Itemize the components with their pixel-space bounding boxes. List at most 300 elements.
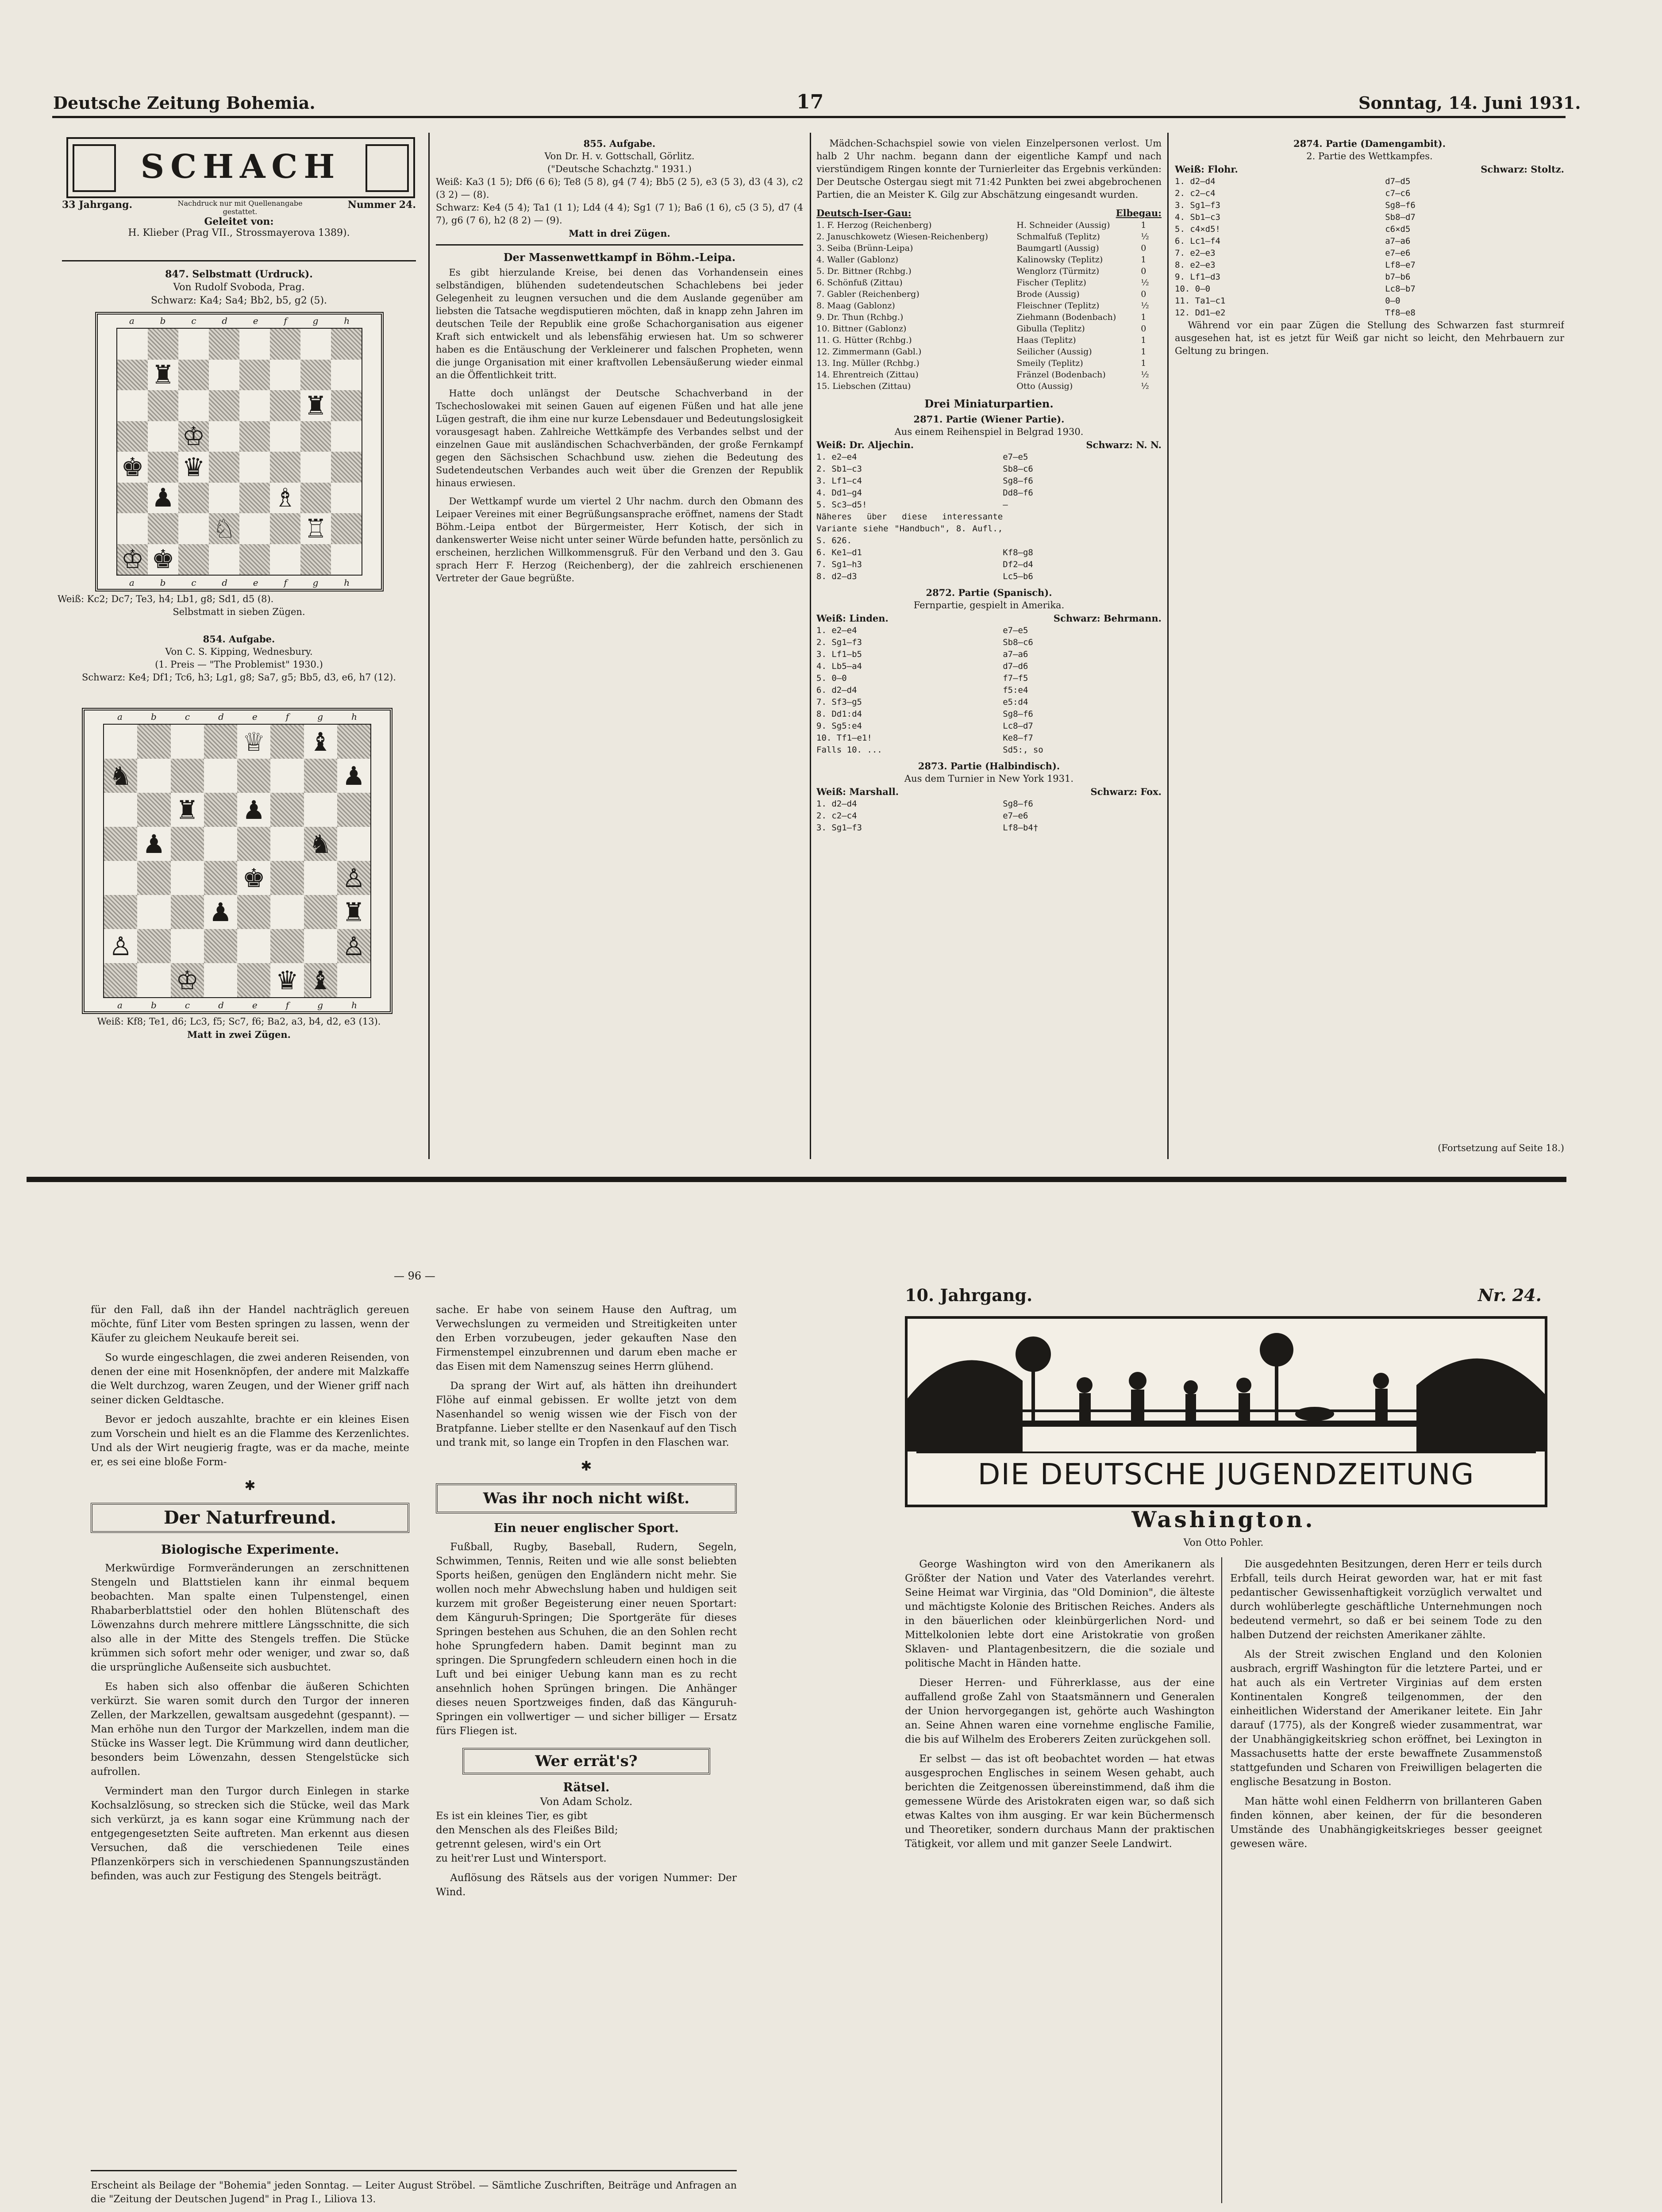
raetsel-line: zu heit'rer Lust und Wintersport. — [436, 1853, 607, 1864]
board-square — [178, 329, 209, 360]
article-title: Washington. — [1131, 1506, 1316, 1532]
board-file-label: a — [117, 1000, 123, 1010]
column-rule — [428, 133, 430, 1159]
board-files-top — [116, 315, 362, 326]
board-file-label: b — [160, 577, 166, 588]
board-square — [237, 861, 270, 895]
board-square — [337, 963, 370, 997]
move-row — [1175, 211, 1564, 223]
chess-piece-icon: ♚ — [242, 863, 265, 893]
board-square — [237, 725, 270, 759]
move-text: — — [1003, 500, 1008, 510]
schach-column — [53, 133, 425, 1186]
miniaturen-title: Drei Miniaturpartien. — [924, 397, 1054, 410]
jugend-masthead-title: DIE DEUTSCHE JUGENDZEITUNG — [916, 1452, 1536, 1495]
board-square — [104, 929, 137, 963]
board-square — [204, 759, 237, 793]
result-cell: Fränzel (Bodenbach) — [1016, 370, 1106, 380]
board-square — [270, 329, 300, 360]
move-text: 4. Lb5—a4 — [816, 661, 862, 671]
board-square — [239, 483, 270, 514]
separator-ornament-icon: ✱ — [244, 1478, 256, 1494]
board-square — [337, 929, 370, 963]
move-text: Kf8—g8 — [1003, 548, 1033, 557]
result-cell: 1 — [1141, 335, 1146, 345]
partie-2873-sub: Aus dem Turnier in New York 1931. — [904, 773, 1074, 784]
board-square — [117, 390, 148, 421]
result-cell: ½ — [1141, 370, 1149, 380]
board-square — [270, 513, 300, 544]
problem-855-author: Von Dr. H. v. Gottschall, Görlitz. — [544, 151, 695, 161]
move-text: a7—a6 — [1385, 236, 1411, 246]
problem-854-black: Schwarz: Ke4; Df1; Tc6, h3; Lg1, g8; Sa7, g5; Bb5, d3, e6, h7 (12). — [82, 672, 396, 683]
result-cell: 1 — [1141, 220, 1146, 230]
board-file-label: g — [317, 711, 323, 722]
partie-2874-players — [1175, 163, 1564, 176]
raetsel-lines — [436, 1809, 737, 1866]
move-text: Sb8—c6 — [1003, 637, 1033, 647]
board-square — [104, 963, 137, 997]
schach-note: Nachdruck nur mit Quellenangabe gestattet. — [177, 199, 303, 216]
board-square — [117, 544, 148, 575]
move-text: 3. Lf1—b5 — [816, 649, 862, 659]
result-row — [816, 254, 1162, 265]
footer-rule — [91, 2170, 737, 2171]
board-square — [270, 759, 304, 793]
publication-footer: Erscheint als Beilage der "Bohemia" jeden Sonntag. — Leiter August Ströbel. — Sämtliche Zuschriften, Beiträge und Anfragen an die "Zeitung der Deutschen Jugend" in Prag I., Liliova 13. — [91, 2180, 737, 2205]
move-row — [816, 559, 1162, 571]
wasihr-heading: Was ihr noch nicht wißt. — [436, 1483, 737, 1513]
header-right: Sonntag, 14. Juni 1931. — [1358, 93, 1581, 113]
result-row — [816, 277, 1162, 288]
result-cell: Otto (Aussig) — [1016, 381, 1073, 391]
move-text: 11. Ta1—c1 — [1175, 296, 1226, 306]
board-square — [237, 827, 270, 861]
problem-854-white: Weiß: Kf8; Te1, d6; Lc3, f5; Sc7, f6; Ba2, a3, b4, d2, e3 (13). — [97, 1016, 381, 1027]
result-cell: 1 — [1141, 358, 1146, 368]
board-square — [171, 827, 204, 861]
move-text: e7—e6 — [1003, 811, 1028, 821]
move-text: Df2—d4 — [1003, 560, 1033, 569]
move-text: c6×d5 — [1385, 224, 1411, 234]
board-square — [331, 483, 362, 514]
move-text: 2. c2—c4 — [1175, 188, 1216, 198]
partie-2872-moves — [816, 625, 1162, 756]
column-rule — [810, 133, 811, 1159]
board-square — [204, 963, 237, 997]
result-row — [816, 380, 1162, 392]
board-square — [300, 544, 331, 575]
board-square — [331, 421, 362, 452]
partie-2872-title: 2872. Partie (Spanisch). — [926, 587, 1052, 598]
board-file-label: a — [129, 315, 135, 326]
result-cell: H. Schneider (Aussig) — [1016, 220, 1110, 230]
move-text: 1. d2—d4 — [816, 799, 857, 809]
board-square — [300, 421, 331, 452]
partie-2873-title: 2873. Partie (Halbindisch). — [918, 760, 1060, 772]
board-square — [270, 725, 304, 759]
problem-847-title: 847. Selbstmatt (Urdruck). — [165, 269, 313, 280]
chess-piece-icon: ♔ — [182, 421, 205, 452]
board-square — [304, 861, 337, 895]
board-square — [117, 513, 148, 544]
problem-855-stipulation: Matt in drei Zügen. — [569, 228, 670, 239]
raetsel-heading: Wer errät's? — [462, 1748, 710, 1774]
board-square — [300, 329, 331, 360]
result-cell: 12. Zimmermann (Gabl.) — [816, 347, 922, 357]
move-row — [1175, 235, 1564, 247]
result-cell: ½ — [1141, 301, 1149, 311]
board-square — [300, 390, 331, 421]
schach-editor: H. Klieber (Prag VII., Strossmayerova 1389). — [128, 227, 350, 238]
result-row — [816, 369, 1162, 380]
partie-2871-white: Weiß: Dr. Aljechin. — [816, 439, 914, 450]
move-row — [816, 798, 1162, 810]
problem-854-prize: (1. Preis — "The Problemist" 1930.) — [155, 659, 323, 670]
chess-piece-icon: ♗ — [273, 483, 297, 513]
board-square — [304, 725, 337, 759]
raetsel-author: Von Adam Scholz. — [540, 1796, 633, 1808]
board-square — [148, 452, 178, 483]
move-text: Sg8—f6 — [1385, 200, 1416, 210]
washington-paragraph: Er selbst — das ist oft beobachtet worden — hat etwas ausgesprochen Englisches in seinem Wesen gehabt, auch berichten die Zeitgenossen übereinstimmend, daß ihm die gemessene Würde des Aristokraten eigen war, so daß sich etwas Kaltes von ihm ausging. Er war kein Büchermensch und Theoretiker, sondern durchaus Mann der praktischen Tätigkeit, vor allem und mit ganzer Seele Landwirt. — [905, 1753, 1215, 1850]
board-square — [178, 390, 209, 421]
result-cell: 1 — [1141, 255, 1146, 265]
result-cell: Ziehmann (Bodenbach) — [1016, 312, 1116, 322]
jugend-masthead — [905, 1316, 1547, 1507]
problem-855-black: Schwarz: Ke4 (5 4); Ta1 (1 1); Ld4 (4 4); Sg1 (7 1); Ba6 (1 6), c5 (3 5), d7 (4 7), g6 (7 6), h2 (8 2) — (9). — [436, 202, 803, 226]
move-text: e5:d4 — [1003, 697, 1028, 707]
move-text: Sb8—c6 — [1003, 464, 1033, 474]
problem-854-foot — [58, 1015, 420, 1041]
board-square — [204, 827, 237, 861]
naturfreund-subtitle: Biologische Experimente. — [161, 1542, 339, 1557]
move-text: Lc8—d7 — [1003, 721, 1033, 731]
partie-2871-title: 2871. Partie (Wiener Partie). — [913, 414, 1065, 425]
chess-piece-icon: ♟ — [242, 795, 265, 825]
problem-847-black: Schwarz: Ka4; Sa4; Bb2, b5, g2 (5). — [150, 295, 327, 306]
board-square — [270, 929, 304, 963]
board-file-label: a — [117, 711, 123, 722]
move-text: 2. Sb1—c3 — [816, 464, 862, 474]
board-square — [239, 360, 270, 391]
chess-piece-icon: ♘ — [212, 513, 236, 544]
board-square — [104, 827, 137, 861]
board-square — [171, 929, 204, 963]
problem-847-foot — [58, 593, 420, 618]
move-text: 1. e2—e4 — [816, 452, 857, 462]
chess-piece-icon: ♔ — [176, 965, 199, 995]
result-cell: 11. G. Hütter (Rchbg.) — [816, 335, 912, 345]
board-square — [117, 360, 148, 391]
chess-piece-icon: ♛ — [182, 452, 205, 482]
result-cell: ½ — [1141, 278, 1149, 288]
board-square — [239, 513, 270, 544]
move-row — [1175, 271, 1564, 283]
board-square — [304, 929, 337, 963]
board-square — [137, 725, 170, 759]
result-cell: 13. Ing. Müller (Rchbg.) — [816, 358, 919, 368]
move-row — [816, 487, 1162, 499]
board-file-label: h — [344, 315, 350, 326]
story-paragraph: Bevor er jedoch auszahlte, brachte er ein kleines Eisen zum Vorschein und hielt es an die Flamme des Kerzenlichtes. Und als der Wirt neugierig fragte, was er da mache, meinte er, es sei eine bloße Form- — [91, 1414, 409, 1468]
board-square — [270, 861, 304, 895]
header-rule — [52, 116, 1566, 118]
partie-2871-players — [816, 438, 1162, 451]
partie-2872-sub: Fernpartie, gespielt in Amerika. — [913, 600, 1065, 611]
move-row — [1175, 283, 1564, 295]
result-row — [816, 265, 1162, 277]
board-square — [209, 513, 239, 544]
problem-855-title: 855. Aufgabe. — [583, 138, 656, 149]
chess-piece-icon: ♜ — [176, 795, 199, 825]
board-square — [204, 895, 237, 929]
move-text: 6. Ke1—d1 — [816, 548, 862, 557]
move-row — [816, 547, 1162, 559]
move-text: Lc5—b6 — [1003, 572, 1033, 581]
partie-2874-column — [1175, 137, 1564, 1155]
board-file-label: d — [222, 577, 227, 588]
result-row — [816, 242, 1162, 254]
board-file-label: f — [285, 1000, 289, 1010]
page-number: 17 — [796, 91, 824, 113]
washington-paragraph: Die ausgedehnten Besitzungen, deren Herr er teils durch Erbfall, teils durch Heirat geworden war, hat er mit fast pedantischer Gewissenhaftigkeit vorzüglich verwaltet und durch wohlüberlegte geschäftliche Unternehmungen noch bedeutend vermehrt, so daß er bei seinem Tode zu den halben Dutzend der reichsten Amerikaner zählte. — [1230, 1559, 1542, 1641]
problem-854-author: Von C. S. Kipping, Wednesbury. — [165, 646, 313, 657]
problem-854-head — [58, 633, 420, 684]
move-text: Dd8—f6 — [1003, 488, 1033, 498]
column-rule — [1167, 133, 1169, 1159]
move-row — [816, 696, 1162, 708]
move-text: Lc8—b7 — [1385, 284, 1416, 294]
board-square — [239, 421, 270, 452]
board-square — [270, 793, 304, 827]
board-file-label: b — [150, 711, 157, 722]
massenwettkampf-paragraph: Es gibt hierzulande Kreise, bei denen das Vorhandensein eines selbständigen, blühenden sudetendeutschen Schachlebens bei jeder Gelegenheit zu leugnen versuchen und die dem Auslande gegenüber am liebsten die Tatsache wegdisputieren möchten, daß in knapp zehn Jahren im deutschen Teile der Republik eine große Schachorganisation aus eigener Kraft sich entwickelt und als lebensfähig erwiesen hat. Um so schwerer haben es die Entäuschung der Verkleinerer und falschen Propheten, wenn die junge Organisation mit einer kraftvollen Lebensäußerung wieder einmal an die Öffentlichkeit tritt. — [436, 267, 803, 380]
board-file-label: e — [252, 711, 258, 722]
result-cell: 1. F. Herzog (Reichenberg) — [816, 220, 932, 230]
schach-title: SCHACH — [140, 148, 341, 186]
board-square — [304, 793, 337, 827]
raetsel-subtitle: Rätsel. — [563, 1781, 610, 1794]
board-square — [239, 452, 270, 483]
results-header — [816, 207, 1162, 219]
move-text: 9. Lf1—d3 — [1175, 272, 1220, 282]
move-text: 6. Lc1—f4 — [1175, 236, 1220, 246]
board-square — [337, 895, 370, 929]
result-cell: Kalinowsky (Teplitz) — [1016, 255, 1103, 265]
move-row — [1175, 223, 1564, 235]
chess-piece-icon: ♛ — [275, 965, 299, 995]
washington-column-1 — [905, 1557, 1215, 2208]
washington-paragraph: George Washington wird von den Amerikanern als Größter der Nation und Vater des Vaterlandes verehrt. Seine Heimat war Virginia, das "Old Dominion", die älteste und mächtigste Kolonie des Britischen Reiches. Anders als in den bäuerlichen oder kleinbürgerlichen Nord- und Mittelkolonien lebte dort eine Aristokratie von großen Sklaven- und Plantagenbesitzern, die die soziale und politische Macht in Händen hatte. — [905, 1559, 1215, 1669]
move-row — [1175, 259, 1564, 271]
move-text: f5:e4 — [1003, 685, 1028, 695]
board-square — [204, 725, 237, 759]
move-text: 7. Sg1—h3 — [816, 560, 862, 569]
schach-info — [62, 199, 416, 238]
naturfreund-heading: Der Naturfreund. — [91, 1503, 409, 1533]
move-text: 10. Tf1—e1! — [816, 733, 872, 743]
result-cell: 6. Schönfuß (Zittau) — [816, 278, 903, 288]
board-square — [117, 452, 148, 483]
chess-piece-icon: ♚ — [121, 452, 144, 482]
partie-2874-black: Schwarz: Stoltz. — [1481, 164, 1564, 175]
board-square — [270, 483, 300, 514]
result-row — [816, 323, 1162, 334]
result-row — [816, 231, 1162, 242]
board-files-bottom — [116, 577, 362, 588]
jugend-nummer: Nr. 24. — [1478, 1285, 1542, 1305]
move-text: d7—d6 — [1003, 661, 1028, 671]
board-square — [209, 544, 239, 575]
move-row — [816, 822, 1162, 834]
board-square — [209, 483, 239, 514]
board-square — [209, 329, 239, 360]
board-square — [304, 759, 337, 793]
problem-847-stipulation: Selbstmatt in sieben Zügen. — [173, 607, 305, 617]
result-cell: Fischer (Teplitz) — [1016, 278, 1086, 288]
board-square — [104, 895, 137, 929]
move-row — [1175, 188, 1564, 200]
move-row — [816, 744, 1162, 756]
result-cell: Haas (Teplitz) — [1016, 335, 1076, 345]
board-files-top — [103, 711, 371, 722]
board-square — [304, 963, 337, 997]
board-square — [337, 861, 370, 895]
result-cell: Schmalfuß (Teplitz) — [1016, 232, 1100, 242]
board-square — [337, 827, 370, 861]
problem-855-source: ("Deutsche Schachztg." 1931.) — [547, 164, 692, 174]
board-square — [270, 360, 300, 391]
result-cell: Wenglorz (Türmitz) — [1016, 266, 1100, 276]
story-paragraph: So wurde eingeschlagen, die zwei anderen Reisenden, von denen der eine mit Hosenknöpfen, der andere mit Malzkaffe die Welt durchzog, waren Zeugen, und der Wiener griff nach seiner dicken Geldtasche. — [91, 1352, 409, 1406]
masthead-illustration — [908, 1319, 1545, 1452]
chess-piece-icon: ♟ — [209, 897, 232, 927]
board-square — [304, 895, 337, 929]
move-text: Lf8—b4† — [1003, 823, 1039, 833]
move-text: 6. d2—d4 — [816, 685, 857, 695]
move-text: 5. Sc3—d5! — [816, 500, 867, 510]
board-square — [237, 929, 270, 963]
chess-piece-icon: ♟ — [342, 760, 365, 791]
result-cell: 0 — [1141, 266, 1146, 276]
board-file-label: g — [312, 315, 319, 326]
board-square — [237, 895, 270, 929]
move-text: Sg8—f6 — [1003, 799, 1033, 809]
board-square — [171, 759, 204, 793]
move-text — [1003, 511, 1162, 547]
board-square — [270, 963, 304, 997]
results-column — [816, 137, 1162, 1155]
move-row — [816, 661, 1162, 672]
massenwettkampf-title: Der Massenwettkampf in Böhm.-Leipa. — [503, 251, 736, 264]
board-square — [171, 861, 204, 895]
board-square — [300, 360, 331, 391]
continued-note: (Fortsetzung auf Seite 18.) — [1438, 1143, 1564, 1153]
board-files-bottom — [103, 1000, 371, 1010]
move-text: 1. e2—e4 — [816, 626, 857, 635]
result-cell: 1 — [1141, 312, 1146, 322]
partie-2874-sub: 2. Partie des Wettkampfes. — [1306, 151, 1433, 161]
partie-2873-moves — [816, 798, 1162, 834]
board-square — [331, 360, 362, 391]
board-square — [237, 793, 270, 827]
move-text: 5. c4×d5! — [1175, 224, 1220, 234]
move-text: c7—c6 — [1385, 188, 1411, 198]
move-text: Näheres über diese interessante Variante siehe "Handbuch", 8. Aufl., S. 626. — [816, 512, 1003, 545]
board-square — [178, 544, 209, 575]
washington-paragraph: Als der Streit zwischen England und den Kolonien ausbrach, ergriff Washington für die letztere Partei, und er hat auch als ein Vertreter Virginias auf dem ersten Kontinentalen Kongreß teilgenommen, der den einheitlichen Widerstand der Amerikaner leitete. Ein Jahr darauf (1775), als der Kongreß wieder zusammentrat, war der Unabhängigkeitskrieg schon eröffnet, bei Lexington in Massachusetts hatte der erste bewaffnete Zusammenstoß stattgefunden und Scharen von Freiwilligen belagerten die englische Besatzung in Boston. — [1230, 1649, 1542, 1788]
board-square — [137, 963, 170, 997]
bottom-page-number: — 96 — — [394, 1270, 435, 1282]
move-text: 0—0 — [1385, 296, 1400, 306]
result-cell: 10. Bittner (Gablonz) — [816, 324, 907, 334]
move-row — [1175, 307, 1564, 319]
move-text: 8. Dd1:d4 — [816, 709, 862, 719]
move-text: Lf8—e7 — [1385, 260, 1416, 270]
result-cell: 3. Seiba (Brünn-Leipa) — [816, 243, 913, 253]
partie-2871-sub: Aus einem Reihenspiel in Belgrad 1930. — [894, 426, 1084, 437]
board-file-label: f — [284, 315, 287, 326]
board-file-label: g — [317, 1000, 323, 1010]
board-file-label: c — [185, 1000, 190, 1010]
move-text: Sd5:, so — [1003, 745, 1043, 755]
board-square — [148, 390, 178, 421]
board-square — [204, 793, 237, 827]
board-square — [270, 452, 300, 483]
move-text: Sg8—f6 — [1003, 709, 1033, 719]
chess-piece-icon: ♟ — [151, 483, 175, 513]
board-square — [117, 329, 148, 360]
result-cell: 2. Januschkowetz (Wiesen-Reichenberg) — [816, 232, 988, 242]
board-square — [337, 725, 370, 759]
move-text: 1. d2—d4 — [1175, 177, 1216, 186]
chess-piece-icon: ♕ — [242, 726, 265, 757]
schach-geleitet: Geleitet von: — [204, 216, 274, 227]
board-file-label: h — [344, 577, 350, 588]
board-file-label: c — [185, 711, 190, 722]
schach-nummer: Nummer 24. — [347, 199, 416, 211]
board-square — [270, 544, 300, 575]
board-square — [270, 827, 304, 861]
move-text: e7—e6 — [1385, 248, 1411, 258]
result-row — [816, 346, 1162, 357]
board-square — [331, 390, 362, 421]
board-square — [171, 963, 204, 997]
board-square — [178, 452, 209, 483]
board-square — [137, 895, 170, 929]
result-cell: 15. Liebschen (Zittau) — [816, 381, 911, 391]
board-square — [104, 759, 137, 793]
move-row — [1175, 200, 1564, 211]
board-square — [171, 895, 204, 929]
board-square — [237, 759, 270, 793]
chess-piece-icon: ♙ — [109, 931, 132, 961]
story-paragraph: sache. Er habe von seinem Hause den Auftrag, um Verwechslungen zu vermeiden und Streitigkeiten unter den Erben vorzubeugen, jeder gekauften Nase den Firmenstempel einzubrennen und darum eben mache er das Eisen mit dem Namenszug seines Herrn glühend. — [436, 1304, 737, 1372]
partie-2871-black: Schwarz: N. N. — [1086, 439, 1162, 450]
move-text: 2. Sg1—f3 — [816, 637, 862, 647]
result-cell: 0 — [1141, 324, 1146, 334]
naturfreund-paragraph: Es haben sich also offenbar die äußeren Schichten verkürzt. Sie waren somit durch den Turgor der inneren Zellen, der Markzellen, gewaltsam ausgedehnt (gespannt). — Man erhöhe nun den Turgor der Markzellen, indem man die Stücke ins Wasser legt. Die Krümmung wird dann deutlicher, besonders beim Löwenzahn, dessen Stengelstücke sich aufrollen. — [91, 1681, 409, 1778]
raetsel-line: Es ist ein kleines Tier, es gibt — [436, 1810, 588, 1822]
section-rule — [436, 244, 803, 246]
partie-2873-white: Weiß: Marshall. — [816, 786, 899, 797]
move-text: Tf8—e8 — [1385, 308, 1416, 318]
board-square — [270, 895, 304, 929]
board-square — [239, 544, 270, 575]
board-square — [304, 827, 337, 861]
move-row — [1175, 247, 1564, 259]
